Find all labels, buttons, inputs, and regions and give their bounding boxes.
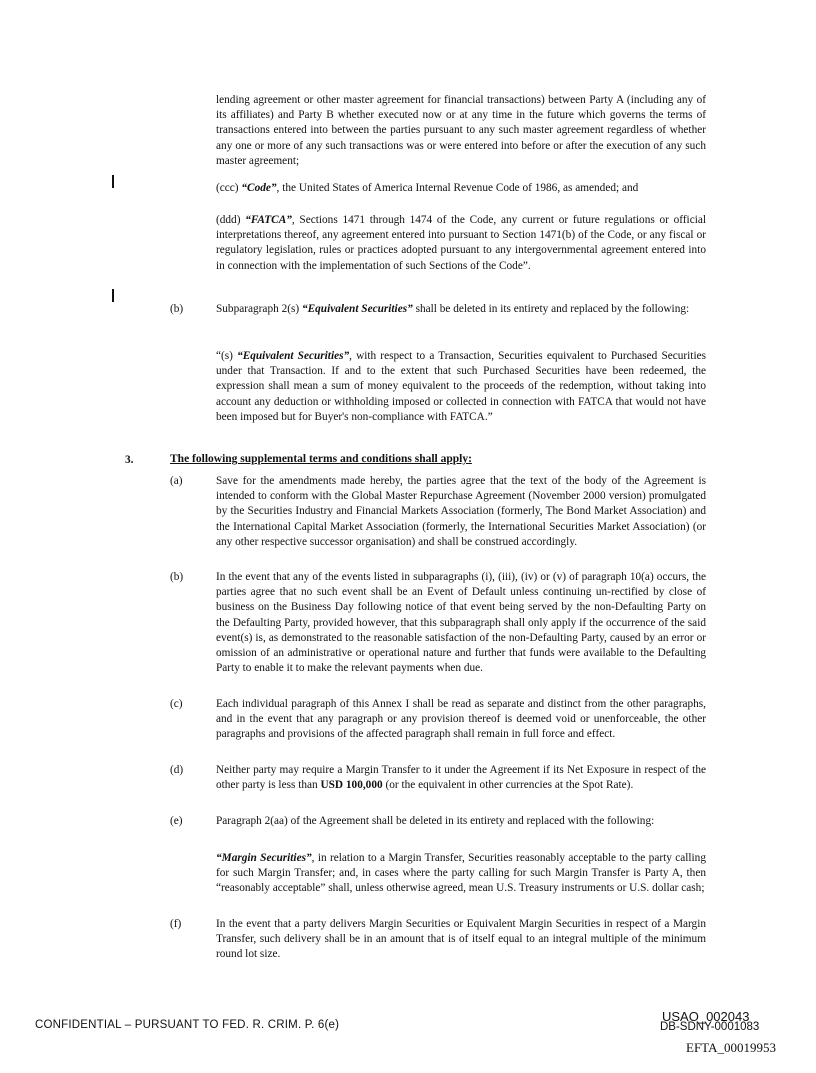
revision-bar bbox=[112, 175, 114, 188]
section-3-number: 3. bbox=[125, 454, 134, 466]
item-3a-text: Save for the amendments made hereby, the parties agree that the text of the body of the Agreement is intended to conform with the Global Master Repurchase Agreement (November 2000 version) promulgated by the Securities Industry and Financial Markets Association (formerly, The Bond Market Association) and the International Capital Market Association (formerly, the International Securities Market Association) (or any other respective successor organisation) and shall be construed accordingly. bbox=[216, 475, 706, 548]
item-2b-label: (b) bbox=[170, 303, 184, 315]
section-3-heading: The following supplemental terms and conditions shall apply: bbox=[170, 453, 472, 465]
quote-2s bbox=[216, 349, 706, 425]
item-3d-label: (d) bbox=[170, 764, 184, 776]
item-3e-label: (e) bbox=[170, 815, 183, 827]
quote-2s-term: “Equivalent Securities” bbox=[237, 350, 350, 362]
item-3d-amount: USD 100,000 bbox=[320, 779, 383, 792]
item-3c-label: (c) bbox=[170, 698, 183, 710]
quote-2aa bbox=[216, 851, 706, 897]
item-2b-term: “Equivalent Securities” bbox=[301, 303, 413, 315]
quote-2s-text: , with respect to a Transaction, Securities equivalent to Purchased Securities under that Transaction. If and to the extent that such Purchased Securities have been redeemed, the expression shall mean a sum of money equivalent to the proceeds of the redemption, without taking into account any deduction or withholding imposed or collected in connection with FATCA that would not have been imposed but for Buyer's non-compliance with FATCA.” bbox=[216, 350, 706, 423]
item-3a-label: (a) bbox=[170, 475, 183, 487]
item-2b-post: shall be deleted in its entirety and replaced by the following: bbox=[412, 303, 690, 315]
item-3d-pre: Neither party may require a Margin Transfer to it under the Agreement if its Net Exposure in respect of the other party is less than bbox=[216, 764, 706, 792]
definition-ddd-label: (ddd) bbox=[216, 214, 246, 226]
item-3c-text: Each individual paragraph of this Annex I shall be read as separate and distinct from the other paragraphs, and in the event that any paragraph or any provision thereof is deemed void or unenforceable, the other paragraphs and provisions of the affected paragraph shall remain in full force and effect. bbox=[216, 698, 706, 741]
quote-2aa-text: , in relation to a Margin Transfer, Securities reasonably acceptable to the party calling for such Margin Transfer; and, in cases where the party calling for such Margin Transfer is Party A, then “reasonably acceptable” shall, unless otherwise agreed, mean U.S. Treasury instruments or U.S. dollar cash; bbox=[216, 852, 706, 895]
bates-efta: EFTA_00019953 bbox=[686, 1040, 776, 1055]
definition-ccc-term: “Code” bbox=[241, 182, 277, 194]
item-2b-pre: Subparagraph 2(s) bbox=[216, 303, 302, 315]
bates-db-sdny: DB-SDNY-0001083 bbox=[660, 1021, 760, 1033]
item-3d-post: (or the equivalent in other currencies at the Spot Rate). bbox=[382, 779, 634, 792]
definition-ccc-label: (ccc) bbox=[216, 182, 242, 194]
item-2b-text bbox=[216, 302, 706, 317]
item-3f-text: In the event that a party delivers Margin Securities or Equivalent Margin Securities in respect of a Margin Transfer, such delivery shall be in an amount that is of itself equal to an integral multiple of the minimum round lot size. bbox=[216, 918, 706, 961]
definition-ddd-term: “FATCA” bbox=[245, 214, 292, 226]
definition-ccc bbox=[216, 181, 716, 196]
definition-ddd-text: , Sections 1471 through 1474 of the Code, any current or future regulations or official interpretations thereof, any agreement entered into pursuant to Section 1471(b) of the Code, or any fiscal or regulatory legislation, rules or practices adopted pursuant to any intergovernmental agreement entered into in connection with the implementation of such Sections of the Code”. bbox=[216, 214, 707, 272]
item-3e-text: Paragraph 2(aa) of the Agreement shall be deleted in its entirety and replaced with the following: bbox=[216, 815, 655, 827]
quote-2aa-term: “Margin Securities” bbox=[216, 852, 312, 864]
item-3b-label: (b) bbox=[170, 571, 184, 583]
item-3f-label: (f) bbox=[170, 918, 182, 930]
definition-ddd bbox=[216, 213, 706, 274]
definition-ccc-text: , the United States of America Internal Revenue Code of 1986, as amended; and bbox=[276, 182, 639, 194]
intro-paragraph: lending agreement or other master agreement for financial transactions) between Party A (including any of its affiliates) and Party B whether executed now or at any time in the future which governs the terms of transactions entered into between the parties pursuant to any such master agreement regardless of whether any one or more of any such transactions was or were entered into before or after the execution of any such master agreement; bbox=[216, 94, 706, 167]
revision-bar bbox=[112, 289, 114, 302]
confidential-footer: CONFIDENTIAL – PURSUANT TO FED. R. CRIM. P. 6(e) bbox=[35, 1019, 340, 1031]
bates-usao: USAO_002043 bbox=[662, 1009, 750, 1024]
quote-2s-label: “(s) bbox=[216, 350, 238, 362]
item-3d-text bbox=[216, 763, 706, 793]
item-3b-text: In the event that any of the events listed in subparagraphs (i), (iii), (iv) or (v) of paragraph 10(a) occurs, the parties agree that no such event shall be an Event of Default unless continuing un-rectified by close of business on the Business Day following notice of that event being served by the non-Defaulting Party on the Defaulting Party, provided however, that this subparagraph shall only apply if the occurrence of the said event(s) is, as demonstrated to the reasonable satisfaction of the non-Defaulting Party, caused by an error or omission of an administrative or operational nature and further that funds were available to the Defaulting Party to enable it to make the relevant payments when due. bbox=[216, 571, 706, 675]
